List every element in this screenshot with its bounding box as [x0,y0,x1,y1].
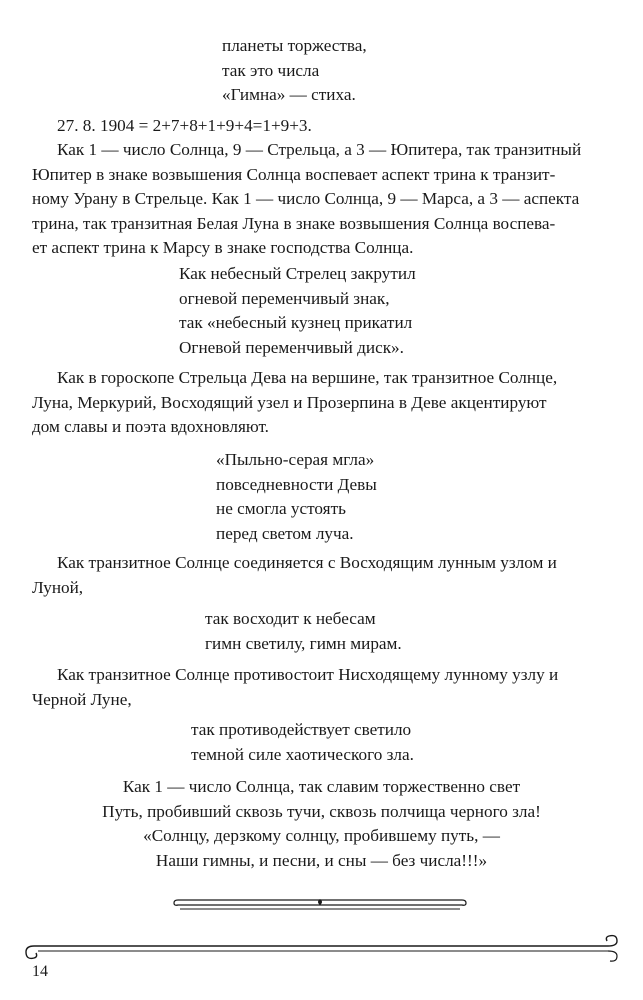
paragraph-line: Как транзитное Солнце соединяется с Восходящим лунным узлом и [57,553,557,572]
verse-block-2 [179,262,416,360]
paragraph-line: дом славы и поэта вдохновляют. [32,417,269,436]
paragraph-line: Юпитер в знаке возвышения Солнца воспевает аспект трина к транзит- [32,164,556,184]
paragraph-line: Как в гороскопе Стрельца Дева на вершине, так транзитное Солнце, [57,368,558,387]
stanza-line: Путь, пробивший сквозь тучи, сквозь полчища черного зла! [102,801,541,821]
paragraph-3 [32,551,610,600]
verse-line: так восходит к небесам [205,609,376,628]
verse-line: «Гимна» — стиха. [222,85,356,104]
verse-line: огневой переменчивый знак, [179,288,390,308]
verse-line: Огневой переменчивый диск». [179,337,404,357]
final-stanza [40,775,603,873]
verse-line: темной силе хаотического зла. [191,744,414,764]
paragraph-line: трина, так транзитная Белая Луна в знаке возвышения Солнца воспева- [32,213,556,233]
verse-line: не смогла устоять [216,499,346,518]
verse-line: «Пыльно-серая мгла» [216,450,375,469]
verse-line: так «небесный кузнец прикатил [179,313,413,332]
stanza-line: «Солнцу, дерзкому солнцу, пробившему путь, — [143,826,500,845]
date-line: 27. 8. 1904 = 2+7+8+1+9+4=1+9+3. [57,116,312,135]
stanza-line: Как 1 — число Солнца, так славим торжественно свет [122,777,521,796]
verse-line: так противодействует светило [191,720,412,739]
stanza-line: Наши гимны, и песни, и сны — без числа!!!» [155,850,488,870]
paragraph-1 [32,138,610,261]
paragraph-line: Луной, [32,577,84,597]
verse-block-1 [222,34,367,108]
paragraph-line: Луна, Меркурий, Восходящий узел и Прозерпина в Деве акцентируют [32,392,547,412]
paragraph-2 [32,366,610,440]
verse-line: планеты торжества, [222,36,367,55]
verse-line: перед светом луча. [216,523,354,543]
footer-rule-ornament [20,928,623,968]
verse-line: так это числа [222,60,320,80]
section-divider-ornament [170,890,470,914]
verse-block-3 [216,448,377,546]
paragraph-line: Как транзитное Солнце противостоит Нисходящему лунному узлу и [57,665,559,684]
page-number: 14 [32,963,48,980]
verse-line: Как небесный Стрелец закрутил [179,264,416,283]
paragraph-4 [32,663,610,712]
paragraph-line: ному Урану в Стрельце. Как 1 — число Солнца, 9 — Марса, а 3 — аспекта [32,189,580,208]
verse-line: повседневности Девы [216,474,377,494]
verse-line: гимн светилу, гимн мирам. [205,633,402,653]
paragraph-date [32,114,610,139]
paragraph-line: Черной Луне, [32,689,132,709]
paragraph-line: Как 1 — число Солнца, 9 — Стрельца, а 3 — Юпитера, так транзитный [57,140,582,159]
verse-block-5 [191,718,414,767]
paragraph-line: ет аспект трина к Марсу в знаке господства Солнца. [32,238,414,257]
verse-block-4 [205,607,402,656]
